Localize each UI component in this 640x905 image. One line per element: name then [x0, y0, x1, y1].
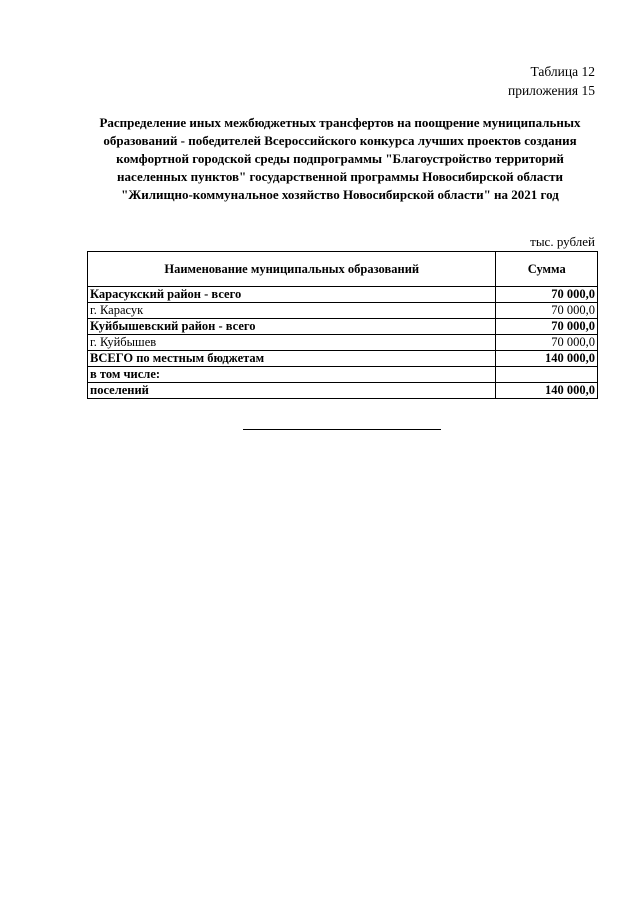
row-sum: 70 000,0 [496, 287, 598, 303]
document-title: Распределение иных межбюджетных трансфертов на поощрение муниципальных образований - победителей Всероссийского конкурса лучших проектов создания комфортной городской среды подпрограммы "Благоустройство территорий населенных пунктов" государственной программы Новосибирской области "Жилищно-коммунальное хозяйство Новосибирской области" на 2021 год [99, 115, 581, 202]
row-name: г. Куйбышев [88, 335, 496, 351]
row-sum: 70 000,0 [496, 303, 598, 319]
row-sum: 70 000,0 [496, 319, 598, 335]
table-number: Таблица 12 [530, 64, 595, 79]
row-sum: 140 000,0 [496, 383, 598, 399]
row-name: в том числе: [88, 367, 496, 383]
distribution-table [87, 251, 598, 399]
row-name: ВСЕГО по местным бюджетам [88, 351, 496, 367]
table-reference [508, 62, 595, 100]
appendix-number: приложения 15 [507, 83, 595, 98]
table-row [88, 319, 598, 335]
table-header-row [88, 252, 598, 287]
table-row [88, 335, 598, 351]
closing-rule [243, 429, 441, 430]
table-row [88, 303, 598, 319]
row-name: г. Карасук [88, 303, 496, 319]
row-name: поселений [88, 383, 496, 399]
row-sum [496, 367, 598, 383]
table-row [88, 367, 598, 383]
row-name: Куйбышевский район - всего [88, 319, 496, 335]
row-name: Карасукский район - всего [88, 287, 496, 303]
row-sum: 140 000,0 [496, 351, 598, 367]
table-row [88, 383, 598, 399]
column-header-sum: Сумма [496, 252, 598, 287]
table-row [88, 287, 598, 303]
column-header-name: Наименование муниципальных образований [88, 252, 496, 287]
table-row [88, 351, 598, 367]
row-sum: 70 000,0 [496, 335, 598, 351]
units-label: тыс. рублей [530, 234, 595, 249]
